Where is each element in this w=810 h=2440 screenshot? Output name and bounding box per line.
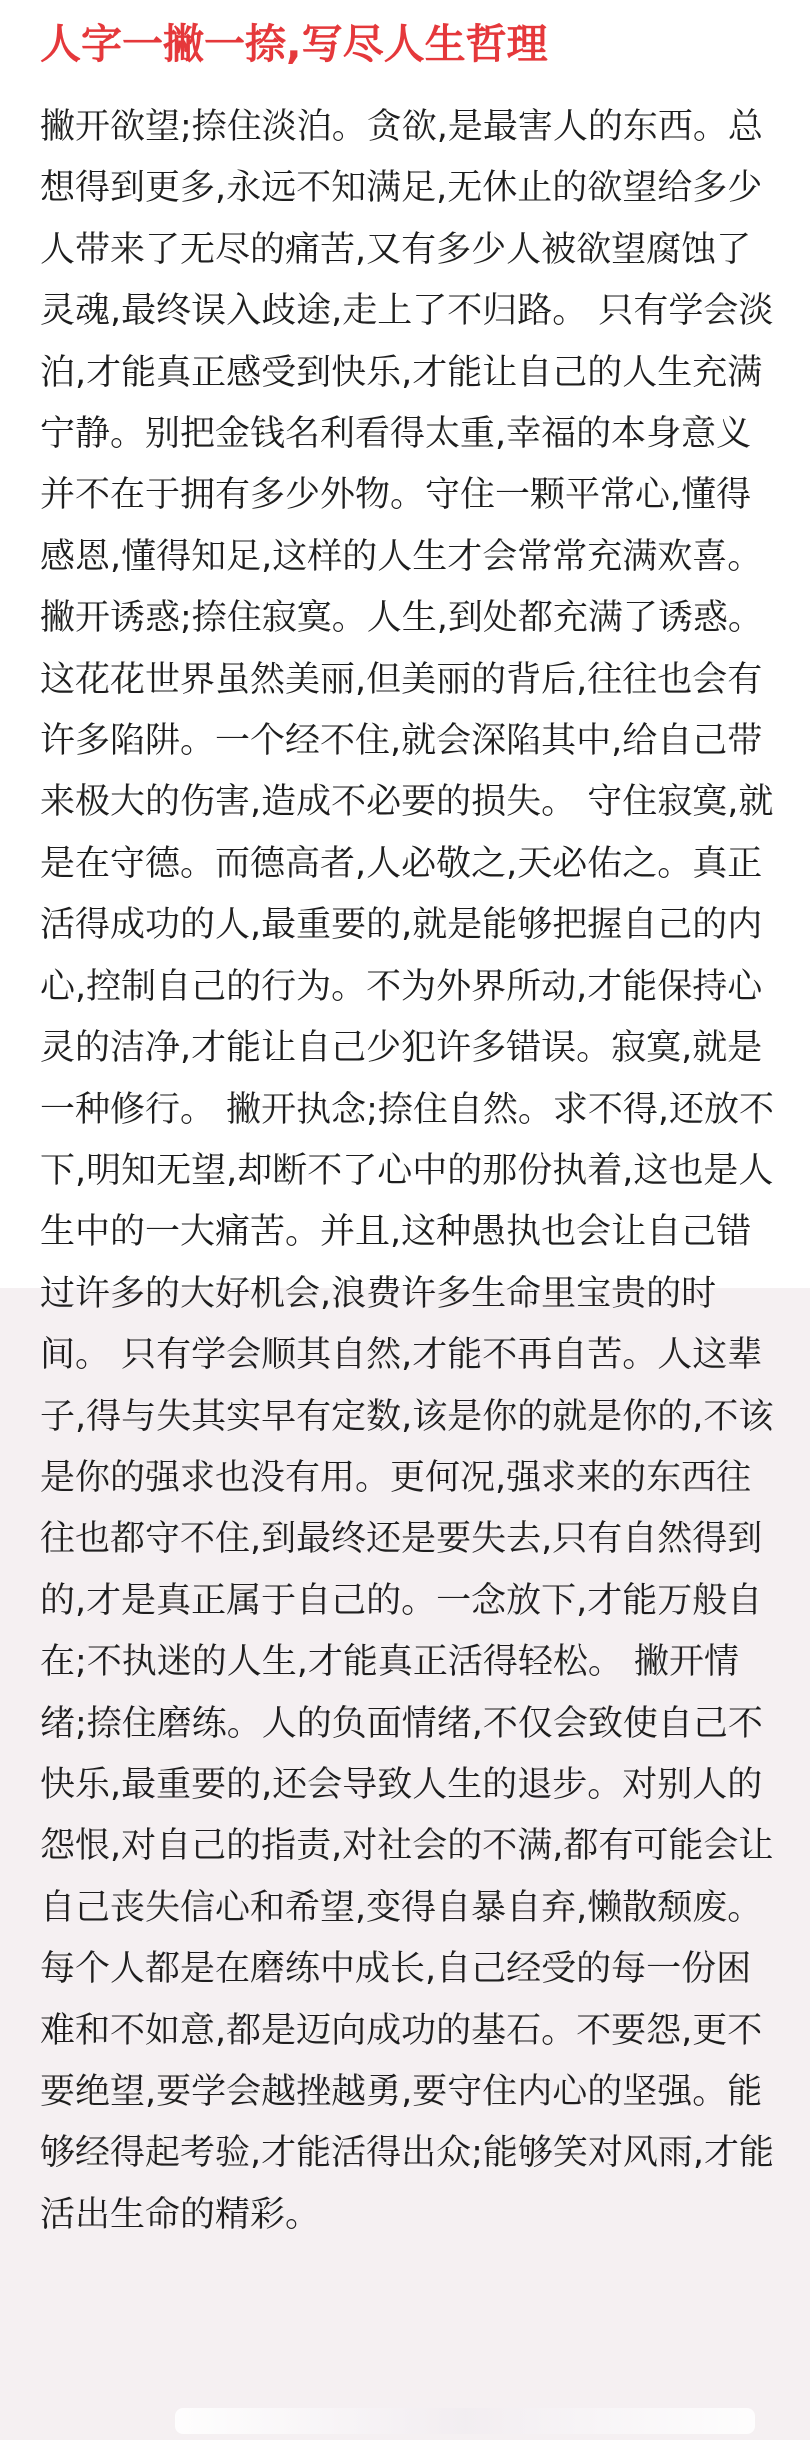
article-body: 撇开欲望;捺住淡泊。贪欲,是最害人的东西。总想得到更多,永远不知满足,无休止的欲望给多少人带来了无尽的痛苦,又有多少人被欲望腐蚀了灵魂,最终误入歧途,走上了不归路。 只有学会淡泊,才能真正感受到快乐,才能让自己的人生充满宁静。别把金钱名利看得太重,幸福的本身意义并不在于拥有多少外物。守住一颗平常心,懂得感恩,懂得知足,这样的人生才会常常充满欢喜。 撇开诱惑;捺住寂寞。人生,到处都充满了诱惑。这花花世界虽然美丽,但美丽的背后,往往也会有许多陷阱。一个经不住,就会深陷其中,给自己带来极大的伤害,造成不必要的损失。 守住寂寞,就是在守德。而德高者,人必敬之,天必佑之。真正活得成功的人,最重要的,就是能够把握自己的内心,控制自己的行为。不为外界所动,才能保持心灵的洁净,才能让自己少犯许多错误。寂寞,就是一种修行。 撇开执念;捺住自然。求不得,还放不下,明知无望,却断不了心中的那份执着,这也是人生中的一大痛苦。并且,这种愚执也会让自己错过许多的大好机会,浪费许多生命里宝贵的时间。 只有学会顺其自然,才能不再自苦。人这辈子,得与失其实早有定数,该是你的就是你的,不该是你的强求也没有用。更何况,强求来的东西往往也都守不住,到最终还是要失去,只有自然得到的,才是真正属于自己的。一念放下,才能万般自在;不执迷的人生,才能真正活得轻松。 撇开情绪;捺住磨练。人的负面情绪,不仅会致使自己不快乐,最重要的,还会导致人生的退步。对别人的怨恨,对自己的指责,对社会的不满,都有可能会让自己丧失信心和希望,变得自暴自弃,懒散颓废。 每个人都是在磨练中成长,自己经受的每一份困难和不如意,都是迈向成功的基石。不要怨,更不要绝望,要学会越挫越勇,要守住内心的坚强。能够经得起考验,才能活得出众;能够笑对风雨,才能活出生命的精彩。 [40, 107, 775, 2235]
article-title: 人字一撇一捺,写尽人生哲理 [40, 20, 548, 68]
blurred-watermark [175, 2408, 755, 2434]
